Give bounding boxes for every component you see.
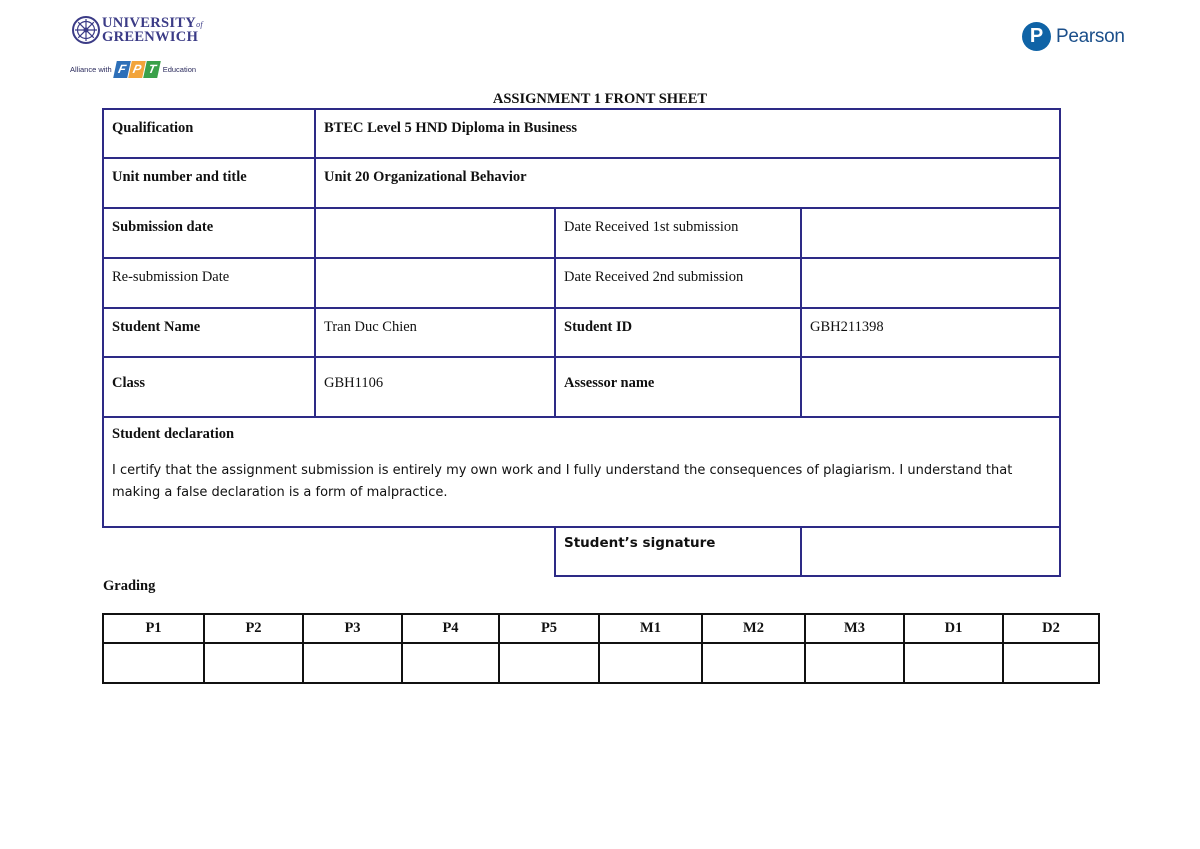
signature-label: Student’s signature: [564, 535, 716, 551]
class-value[interactable]: GBH1106: [324, 375, 384, 391]
grade-header-m3: M3: [805, 614, 904, 643]
grade-header-p4: P4: [402, 614, 499, 643]
grade-header-p5: P5: [499, 614, 599, 643]
grade-header-p1: P1: [103, 614, 204, 643]
grade-header-d1: D1: [904, 614, 1003, 643]
unit-label: Unit number and title: [112, 169, 247, 185]
grading-table: [102, 613, 1100, 684]
grade-cell-p3[interactable]: [303, 643, 402, 683]
declaration-text: I certify that the assignment submission is entirely my own work and I fully understand the consequences of plagiarism. I understand that making a false declaration is a form of malpractice.: [112, 463, 1013, 500]
grade-cell-m2[interactable]: [702, 643, 805, 683]
assessor-name-label: Assessor name: [564, 375, 655, 391]
fpt-logo: [115, 61, 160, 78]
grade-header-m1: M1: [599, 614, 702, 643]
pearson-logo: [1022, 22, 1125, 51]
grade-header-p3: P3: [303, 614, 402, 643]
grade-cell-d1[interactable]: [904, 643, 1003, 683]
student-name-label: Student Name: [112, 319, 201, 335]
fpt-letter-f: F: [113, 61, 131, 78]
student-id-value[interactable]: GBH211398: [810, 319, 884, 335]
alliance-text: Alliance with: [70, 64, 112, 74]
grade-cell-d2[interactable]: [1003, 643, 1099, 683]
grading-value-row: [103, 643, 1099, 683]
grade-header-p2: P2: [204, 614, 303, 643]
resubmission-date-field[interactable]: [316, 259, 554, 307]
grade-cell-p1[interactable]: [103, 643, 204, 683]
grade-cell-p2[interactable]: [204, 643, 303, 683]
grade-cell-m1[interactable]: [599, 643, 702, 683]
university-seal-logo: [72, 16, 100, 44]
grade-header-d2: D2: [1003, 614, 1099, 643]
grading-header-row: [103, 614, 1099, 643]
grade-cell-p4[interactable]: [402, 643, 499, 683]
front-sheet-table: [102, 108, 1061, 577]
submission-date-label: Submission date: [112, 219, 214, 235]
unit-value: Unit 20 Organizational Behavior: [324, 169, 527, 185]
student-id-label: Student ID: [564, 319, 633, 335]
grade-cell-p5[interactable]: [499, 643, 599, 683]
fpt-letter-t: T: [143, 61, 161, 78]
qualification-label: Qualification: [112, 120, 194, 136]
qualification-value: BTEC Level 5 HND Diploma in Business: [324, 120, 577, 136]
resubmission-date-label: Re-submission Date: [112, 269, 230, 285]
signature-field[interactable]: [802, 528, 1059, 575]
declaration-title: Student declaration: [112, 426, 235, 442]
university-logo-text: UNIVERSITYof GREENWICH: [102, 15, 203, 45]
date-received-2-field[interactable]: [802, 259, 1059, 307]
student-name-value[interactable]: Tran Duc Chien: [324, 319, 417, 335]
grade-header-m2: M2: [702, 614, 805, 643]
alliance-fpt-logo: [70, 60, 196, 78]
assessor-name-field[interactable]: [802, 358, 1059, 416]
education-text: Education: [162, 64, 197, 74]
grading-label: Grading: [103, 578, 156, 594]
submission-date-field[interactable]: [316, 209, 554, 257]
date-received-1-field[interactable]: [802, 209, 1059, 257]
date-received-2-label: Date Received 2nd submission: [564, 269, 744, 285]
class-label: Class: [112, 375, 146, 391]
pearson-wordmark: Pearson: [1056, 25, 1125, 47]
page-title: ASSIGNMENT 1 FRONT SHEET: [492, 91, 708, 107]
date-received-1-label: Date Received 1st submission: [564, 219, 739, 235]
pearson-mark-icon: P: [1022, 22, 1051, 51]
grade-cell-m3[interactable]: [805, 643, 904, 683]
fpt-letter-p: P: [128, 61, 146, 78]
